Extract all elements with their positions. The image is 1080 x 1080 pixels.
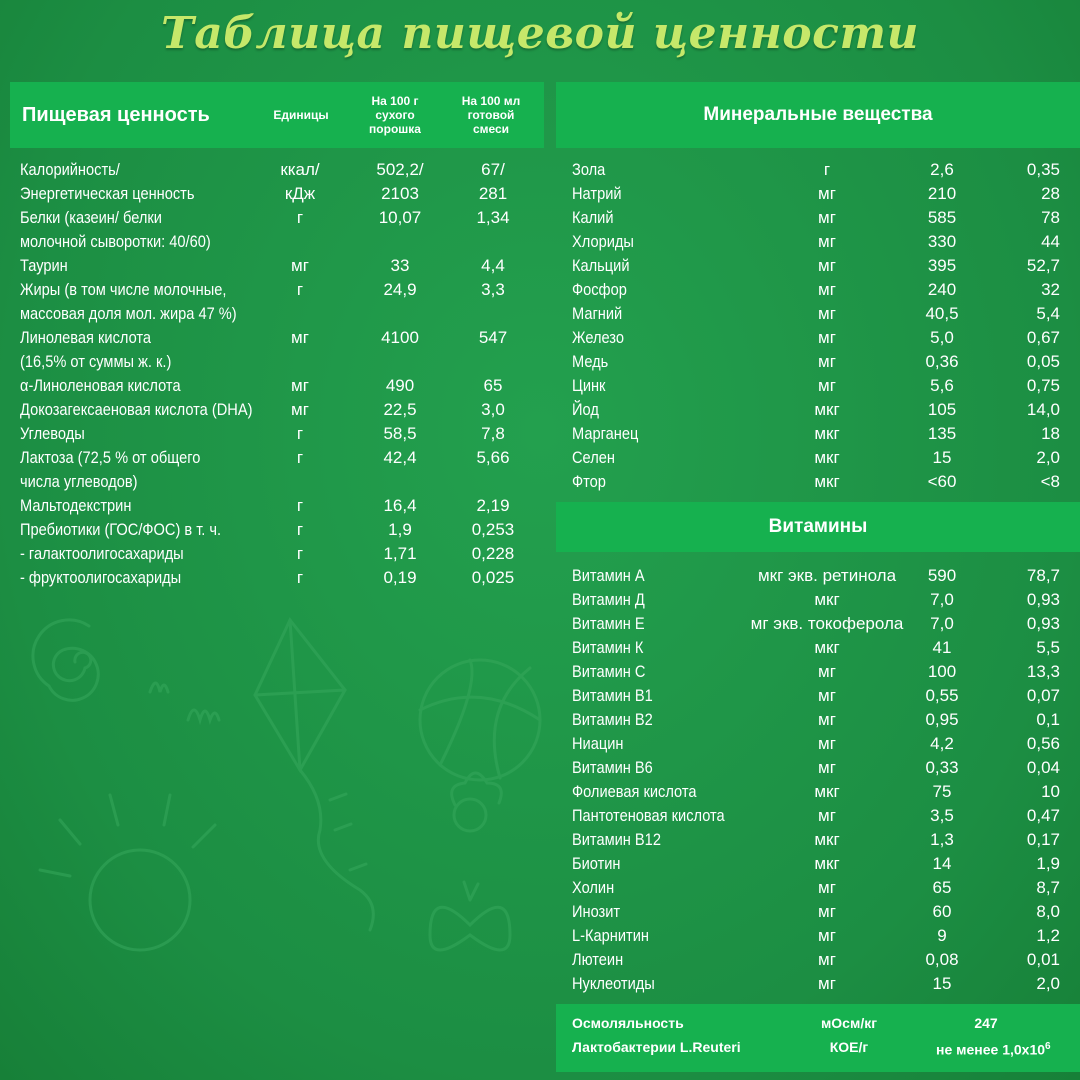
nutrition-unit-cell: г xyxy=(296,208,304,227)
vitamins-ml-cell: 13,3 xyxy=(1026,662,1060,681)
minerals-ml-cell: 0,05 xyxy=(1026,352,1060,371)
vitamins-ml-cell: 0,93 xyxy=(1026,614,1060,633)
nutrition-name-cell: Линолевая кислота xyxy=(20,328,152,347)
vitamins-ml-cell: 5,5 xyxy=(1036,638,1060,657)
minerals-name-cell: Цинк xyxy=(572,376,606,395)
osmolality-value: 247 xyxy=(974,1015,998,1031)
nutrition-unit-cell: г xyxy=(296,280,304,299)
nutrition-name-cell: Жиры (в том числе молочные, xyxy=(20,280,227,299)
kite-icon xyxy=(255,620,373,930)
nutrition-name-cell: Докозагексаеновая кислота (DHA) xyxy=(20,400,253,419)
minerals-g-cell: 15 xyxy=(932,448,952,467)
nutrition-row xyxy=(20,422,540,446)
vitamins-unit-cell: мг xyxy=(818,734,836,753)
nutrition-g-cell: 24,9 xyxy=(383,280,417,299)
nutrition-row xyxy=(20,182,540,206)
vitamins-g-cell: 7,0 xyxy=(930,614,954,633)
nutrition-row xyxy=(20,374,540,398)
minerals-unit-cell: мг xyxy=(818,184,836,203)
minerals-unit-cell: мг xyxy=(818,352,836,371)
nutrition-ml-cell: 1,34 xyxy=(476,208,510,227)
nutrition-row xyxy=(20,278,540,302)
vitamins-unit-cell: мг xyxy=(818,686,836,705)
minerals-unit-cell: мг xyxy=(818,280,836,299)
nutrition-unit-cell: г xyxy=(296,424,304,443)
nutrition-row xyxy=(20,350,540,374)
minerals-g-cell: 5,6 xyxy=(930,376,954,395)
minerals-row xyxy=(572,422,1072,446)
per-100g-line-1: На 100 г xyxy=(371,94,419,108)
minerals-unit-cell: мг xyxy=(818,376,836,395)
minerals-header: Минеральные вещества xyxy=(703,104,933,125)
vitamins-g-cell: 41 xyxy=(932,638,952,657)
vitamins-row xyxy=(572,756,1072,780)
nutrition-unit-cell: г xyxy=(296,448,304,467)
nutrition-row xyxy=(20,254,540,278)
spiral-icon xyxy=(33,620,98,700)
nutrition-row xyxy=(20,398,540,422)
minerals-header-bar xyxy=(556,82,1080,148)
nutrition-g-cell: 0,19 xyxy=(383,568,417,587)
vitamins-g-cell: 14 xyxy=(932,854,952,873)
vitamins-name-cell: Холин xyxy=(572,878,615,897)
minerals-ml-cell: 44 xyxy=(1041,232,1060,251)
minerals-ml-cell: 28 xyxy=(1041,184,1060,203)
minerals-ml-cell: 18 xyxy=(1041,424,1060,443)
minerals-ml-cell: 0,67 xyxy=(1026,328,1060,347)
minerals-name-cell: Медь xyxy=(572,352,609,371)
nutrition-unit-cell: ккал/ xyxy=(280,160,320,179)
vitamins-unit-cell: мг xyxy=(818,950,836,969)
vitamins-row xyxy=(572,804,1072,828)
minerals-ml-cell: 78 xyxy=(1041,208,1060,227)
vitamins-name-cell: Витамин Д xyxy=(572,590,645,609)
minerals-ml-cell: 0,35 xyxy=(1026,160,1060,179)
lactobacteria-name: Лактобактерии L.Reuteri xyxy=(572,1039,741,1055)
nutrition-name-cell: Таурин xyxy=(20,256,68,275)
vitamins-g-cell: 7,0 xyxy=(930,590,954,609)
nutrition-g-cell: 33 xyxy=(390,256,410,275)
nutrition-ml-cell: 281 xyxy=(478,184,508,203)
vitamins-g-cell: 0,08 xyxy=(925,950,959,969)
vitamins-ml-cell: 0,01 xyxy=(1026,950,1060,969)
vitamins-unit-cell: мг xyxy=(818,974,836,993)
minerals-ml-cell: 0,75 xyxy=(1026,376,1060,395)
nutrition-ml-cell: 5,66 xyxy=(476,448,510,467)
minerals-unit-cell: мкг xyxy=(814,424,840,443)
vitamins-name-cell: L-Карнитин xyxy=(572,926,649,945)
vitamins-name-cell: Лютеин xyxy=(572,950,624,969)
minerals-unit-cell: мкг xyxy=(814,448,840,467)
nutrition-g-cell: 58,5 xyxy=(383,424,417,443)
nutrition-g-cell: 1,9 xyxy=(388,520,412,539)
nutrition-row xyxy=(20,446,540,470)
per-100ml-column-header xyxy=(450,94,532,136)
nutrition-unit-cell: мг xyxy=(291,328,309,347)
vitamins-ml-cell: 10 xyxy=(1041,782,1060,801)
nutrition-g-cell: 22,5 xyxy=(383,400,417,419)
minerals-unit-cell: мг xyxy=(818,232,836,251)
minerals-row xyxy=(572,374,1072,398)
nutrition-row xyxy=(20,518,540,542)
vitamins-header: Витамины xyxy=(768,516,868,537)
ball-icon xyxy=(420,660,540,780)
minerals-name-cell: Марганец xyxy=(572,424,639,443)
vitamins-unit-cell: мкг xyxy=(814,638,840,657)
lactobacteria-value-exponent: 6 xyxy=(1045,1041,1051,1052)
vitamins-g-cell: 75 xyxy=(932,782,952,801)
footer-box xyxy=(556,1004,1080,1072)
vitamins-ml-cell: 0,93 xyxy=(1026,590,1060,609)
nutrition-name-cell: числа углеводов) xyxy=(20,472,138,491)
nutrition-ml-cell: 67/ xyxy=(481,160,505,179)
nutrition-unit-cell: мг xyxy=(291,400,309,419)
vitamins-ml-cell: 0,04 xyxy=(1026,758,1060,777)
vitamins-row xyxy=(572,636,1072,660)
nutrition-row xyxy=(20,230,540,254)
per-100g-line-2: сухого xyxy=(375,108,415,122)
vitamins-g-cell: 65 xyxy=(932,878,952,897)
vitamins-g-cell: 100 xyxy=(927,662,957,681)
per-100g-line-3: порошка xyxy=(369,122,421,136)
nutrition-row xyxy=(20,494,540,518)
nutrition-row xyxy=(20,302,540,326)
nutrition-ml-cell: 547 xyxy=(478,328,508,347)
vitamins-g-cell: 0,55 xyxy=(925,686,959,705)
minerals-name-cell: Калий xyxy=(572,208,614,227)
vitamins-row xyxy=(572,732,1072,756)
vitamins-unit-cell: мг xyxy=(818,710,836,729)
vitamins-unit-cell: мг xyxy=(818,662,836,681)
nutrition-table xyxy=(20,158,540,598)
vitamins-row xyxy=(572,684,1072,708)
vitamins-unit-cell: мкг xyxy=(814,830,840,849)
minerals-ml-cell: 52,7 xyxy=(1026,256,1060,275)
vitamins-name-cell: Инозит xyxy=(572,902,621,921)
nutrition-name-cell: - галактоолигосахариды xyxy=(20,544,184,563)
vitamins-ml-cell: 0,07 xyxy=(1026,686,1060,705)
minerals-name-cell: Зола xyxy=(572,160,606,179)
vitamins-row xyxy=(572,612,1072,636)
nutrition-name-cell: Пребиотики (ГОС/ФОС) в т. ч. xyxy=(20,520,222,539)
vitamins-name-cell: Пантотеновая кислота xyxy=(572,806,725,825)
vitamins-g-cell: 3,5 xyxy=(930,806,954,825)
vitamins-name-cell: Витамин В6 xyxy=(572,758,653,777)
nutrition-unit-cell: г xyxy=(296,496,304,515)
lactobacteria-unit: КОЕ/г xyxy=(829,1039,869,1055)
nutrition-row xyxy=(20,566,540,590)
nutrition-ml-cell: 3,0 xyxy=(481,400,505,419)
vitamins-name-cell: Ниацин xyxy=(572,734,624,753)
nutrition-row xyxy=(20,206,540,230)
vitamins-ml-cell: 0,1 xyxy=(1036,710,1060,729)
vitamins-ml-cell: 0,56 xyxy=(1026,734,1060,753)
nutrition-name-cell: Мальтодекстрин xyxy=(20,496,132,515)
nutrition-g-cell: 502,2/ xyxy=(376,160,424,179)
vitamins-unit-cell: мкг xyxy=(814,782,840,801)
vitamins-name-cell: Витамин С xyxy=(572,662,646,681)
nutrition-name-cell: Калорийность/ xyxy=(20,160,120,179)
minerals-g-cell: 330 xyxy=(927,232,957,251)
vitamins-header-bar xyxy=(556,502,1080,552)
grass-icon xyxy=(150,683,219,720)
vitamins-name-cell: Витамин А xyxy=(572,566,645,585)
vitamins-ml-cell: 0,17 xyxy=(1026,830,1060,849)
vitamins-g-cell: 0,33 xyxy=(925,758,959,777)
per-100g-column-header xyxy=(356,94,434,136)
units-column-header: Единицы xyxy=(273,108,329,122)
nutrition-unit-cell: г xyxy=(296,568,304,587)
minerals-ml-cell: <8 xyxy=(1040,472,1060,491)
vitamins-name-cell: Витамин К xyxy=(572,638,644,657)
vitamins-name-cell: Фолиевая кислота xyxy=(572,782,697,801)
vitamins-ml-cell: 0,47 xyxy=(1026,806,1060,825)
nutrition-ml-cell: 0,253 xyxy=(471,520,515,539)
vitamins-row xyxy=(572,708,1072,732)
nutrition-name-cell: массовая доля мол. жира 47 %) xyxy=(20,304,237,323)
vitamins-unit-cell: мг xyxy=(818,926,836,945)
minerals-row xyxy=(572,254,1072,278)
minerals-g-cell: 395 xyxy=(927,256,957,275)
nutrition-name-cell: Лактоза (72,5 % от общего xyxy=(20,448,201,467)
lactobacteria-value xyxy=(936,1036,1070,1061)
vitamins-ml-cell: 78,7 xyxy=(1026,566,1060,585)
vitamins-g-cell: 60 xyxy=(932,902,952,921)
vitamins-name-cell: Витамин Е xyxy=(572,614,645,633)
nutrition-row xyxy=(20,470,540,494)
per-100ml-line-1: На 100 мл xyxy=(461,94,521,108)
minerals-name-cell: Натрий xyxy=(572,184,622,203)
minerals-unit-cell: мг xyxy=(818,208,836,227)
sun-icon xyxy=(40,795,215,950)
minerals-row xyxy=(572,158,1072,182)
minerals-row xyxy=(572,206,1072,230)
osmolality-unit: мОсм/кг xyxy=(820,1015,878,1031)
minerals-unit-cell: мг xyxy=(818,256,836,275)
minerals-unit-cell: мкг xyxy=(814,472,840,491)
minerals-unit-cell: г xyxy=(823,160,831,179)
vitamins-row xyxy=(572,660,1072,684)
vitamins-unit-cell: мг экв. токоферола xyxy=(750,614,904,633)
nutrition-ml-cell: 65 xyxy=(483,376,503,395)
minerals-g-cell: 40,5 xyxy=(925,304,959,323)
nutrition-name-cell: - фруктоолигосахариды xyxy=(20,568,182,587)
minerals-g-cell: 240 xyxy=(927,280,957,299)
nutrition-ml-cell: 4,4 xyxy=(481,256,505,275)
vitamins-g-cell: 9 xyxy=(937,926,947,945)
minerals-g-cell: 135 xyxy=(927,424,957,443)
nutrition-g-cell: 1,71 xyxy=(383,544,417,563)
minerals-name-cell: Селен xyxy=(572,448,615,467)
minerals-name-cell: Хлориды xyxy=(572,232,634,251)
vitamins-row xyxy=(572,900,1072,924)
minerals-table xyxy=(572,158,1072,498)
vitamins-name-cell: Витамин В12 xyxy=(572,830,661,849)
osmolality-name: Осмоляльность xyxy=(572,1015,684,1031)
nutrition-ml-cell: 3,3 xyxy=(481,280,505,299)
nutrition-name-cell: молочной сыворотки: 40/60) xyxy=(20,232,211,251)
nutrition-g-cell: 490 xyxy=(385,376,415,395)
minerals-g-cell: 5,0 xyxy=(930,328,954,347)
nutrition-header-bar xyxy=(10,82,544,148)
minerals-ml-cell: 2,0 xyxy=(1036,448,1060,467)
vitamins-unit-cell: мг xyxy=(818,806,836,825)
vitamins-unit-cell: мг xyxy=(818,758,836,777)
vitamins-unit-cell: мкг xyxy=(814,590,840,609)
decorative-doodles xyxy=(0,600,560,1000)
vitamins-g-cell: 4,2 xyxy=(930,734,954,753)
nutrition-g-cell: 42,4 xyxy=(383,448,417,467)
minerals-row xyxy=(572,470,1072,494)
minerals-row xyxy=(572,278,1072,302)
minerals-g-cell: 0,36 xyxy=(925,352,959,371)
vitamins-name-cell: Витамин В1 xyxy=(572,686,653,705)
nutrition-row xyxy=(20,158,540,182)
vitamins-ml-cell: 1,9 xyxy=(1036,854,1060,873)
vitamins-unit-cell: мг xyxy=(818,878,836,897)
vitamins-unit-cell: мкг xyxy=(814,854,840,873)
vitamins-unit-cell: мг xyxy=(818,902,836,921)
nutrition-g-cell: 16,4 xyxy=(383,496,417,515)
nutrition-name-cell: (16,5% от суммы ж. к.) xyxy=(20,352,172,371)
nutrition-name-cell: Белки (казеин/ белки xyxy=(20,208,162,227)
nutrition-name-cell: Углеводы xyxy=(20,424,85,443)
nutrition-name-cell: Энергетическая ценность xyxy=(20,184,195,203)
minerals-name-cell: Железо xyxy=(572,328,624,347)
minerals-row xyxy=(572,326,1072,350)
nutrition-unit-cell: мг xyxy=(291,256,309,275)
nutrition-unit-cell: кДж xyxy=(284,184,316,203)
nutrition-name-cell: α-Линоленовая кислота xyxy=(20,376,181,395)
per-100ml-line-3: смеси xyxy=(472,122,510,136)
flower-icon xyxy=(452,773,502,831)
vitamins-row xyxy=(572,852,1072,876)
minerals-name-cell: Фосфор xyxy=(572,280,627,299)
vitamins-ml-cell: 1,2 xyxy=(1036,926,1060,945)
minerals-name-cell: Фтор xyxy=(572,472,606,491)
vitamins-ml-cell: 2,0 xyxy=(1036,974,1060,993)
vitamins-row xyxy=(572,588,1072,612)
nutrition-unit-cell: г xyxy=(296,520,304,539)
minerals-row xyxy=(572,398,1072,422)
minerals-name-cell: Магний xyxy=(572,304,623,323)
vitamins-ml-cell: 8,0 xyxy=(1036,902,1060,921)
vitamins-row xyxy=(572,948,1072,972)
vitamins-table xyxy=(572,564,1072,998)
nutrition-ml-cell: 7,8 xyxy=(481,424,505,443)
nutrition-unit-cell: г xyxy=(296,544,304,563)
butterfly-icon xyxy=(430,882,510,950)
nutrition-ml-cell: 0,228 xyxy=(471,544,515,563)
lactobacteria-value-base: не менее 1,0х10 xyxy=(936,1041,1046,1058)
vitamins-g-cell: 1,3 xyxy=(930,830,954,849)
minerals-row xyxy=(572,446,1072,470)
vitamins-g-cell: 590 xyxy=(927,566,957,585)
minerals-row xyxy=(572,182,1072,206)
minerals-g-cell: 105 xyxy=(927,400,957,419)
nutrition-header-name: Пищевая ценность xyxy=(22,104,210,126)
minerals-g-cell: 2,6 xyxy=(930,160,954,179)
minerals-ml-cell: 32 xyxy=(1041,280,1060,299)
vitamins-ml-cell: 8,7 xyxy=(1036,878,1060,897)
nutrition-g-cell: 2103 xyxy=(381,184,419,203)
vitamins-row xyxy=(572,780,1072,804)
nutrition-ml-cell: 2,19 xyxy=(476,496,510,515)
nutrition-g-cell: 4100 xyxy=(381,328,419,347)
nutrition-row xyxy=(20,542,540,566)
vitamins-name-cell: Витамин В2 xyxy=(572,710,653,729)
vitamins-unit-cell: мкг экв. ретинола xyxy=(757,566,897,585)
nutrition-ml-cell: 0,025 xyxy=(471,568,515,587)
nutrition-g-cell: 10,07 xyxy=(378,208,422,227)
vitamins-name-cell: Биотин xyxy=(572,854,621,873)
minerals-row xyxy=(572,350,1072,374)
minerals-name-cell: Кальций xyxy=(572,256,630,275)
minerals-name-cell: Йод xyxy=(572,400,599,419)
vitamins-row xyxy=(572,924,1072,948)
vitamins-g-cell: 0,95 xyxy=(925,710,959,729)
minerals-g-cell: 585 xyxy=(927,208,957,227)
vitamins-row xyxy=(572,972,1072,996)
vitamins-row xyxy=(572,876,1072,900)
minerals-unit-cell: мкг xyxy=(814,400,840,419)
vitamins-name-cell: Нуклеотиды xyxy=(572,974,655,993)
vitamins-g-cell: 15 xyxy=(932,974,952,993)
nutrition-row xyxy=(20,326,540,350)
per-100ml-line-2: готовой xyxy=(467,108,515,122)
minerals-ml-cell: 14,0 xyxy=(1026,400,1060,419)
vitamins-row xyxy=(572,828,1072,852)
minerals-row xyxy=(572,230,1072,254)
minerals-ml-cell: 5,4 xyxy=(1036,304,1060,323)
minerals-g-cell: <60 xyxy=(927,472,957,491)
minerals-row xyxy=(572,302,1072,326)
vitamins-row xyxy=(572,564,1072,588)
page-title: Таблица пищевой ценности xyxy=(160,8,919,59)
minerals-unit-cell: мг xyxy=(818,304,836,323)
nutrition-unit-cell: мг xyxy=(291,376,309,395)
minerals-g-cell: 210 xyxy=(927,184,957,203)
minerals-unit-cell: мг xyxy=(818,328,836,347)
